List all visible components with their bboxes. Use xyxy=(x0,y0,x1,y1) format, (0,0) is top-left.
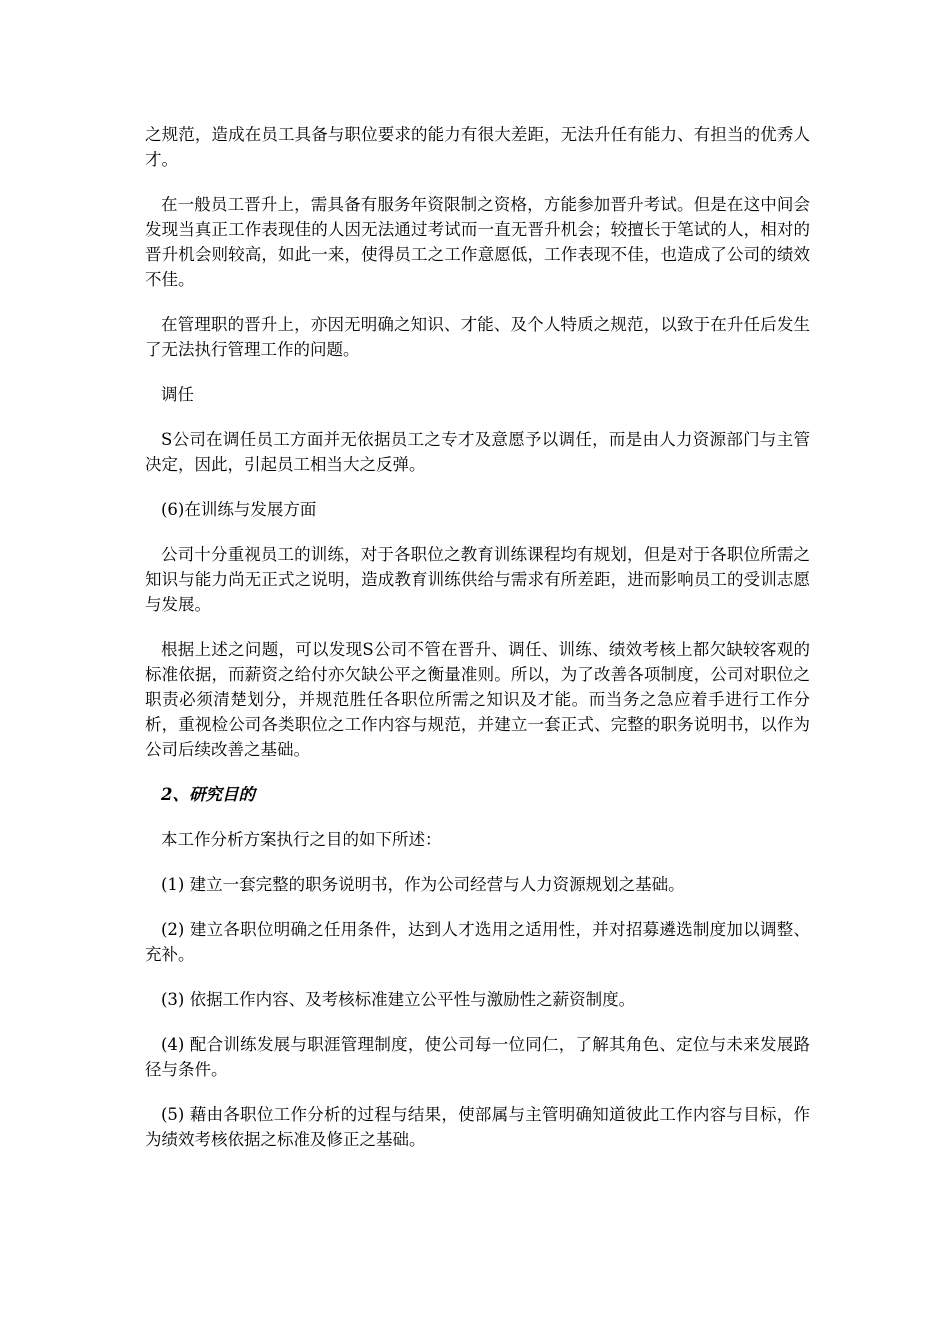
paragraph: 本工作分析方案执行之目的如下所述： xyxy=(161,830,442,849)
list-item: (2) 建立各职位明确之任用条件，达到人才选用之适用性，并对招募遴选制度加以调整、充补。 xyxy=(145,920,810,964)
document-body xyxy=(145,122,810,1172)
paragraph: S公司在调任员工方面并无依据员工之专才及意愿予以调任，而是由人力资源部门与主管决定，因此，引起员工相当大之反弹。 xyxy=(145,430,810,474)
list-item: (5) 藉由各职位工作分析的过程与结果，使部属与主管明确知道彼此工作内容与目标，作为绩效考核依据之标准及修正之基础。 xyxy=(145,1105,810,1149)
paragraph: 在管理职的晋升上，亦因无明确之知识、才能、及个人特质之规范，以致于在升任后发生了无法执行管理工作的问题。 xyxy=(145,315,810,359)
list-item: (1) 建立一套完整的职务说明书，作为公司经营与人力资源规划之基础。 xyxy=(161,875,685,894)
subheading-transfer: 调任 xyxy=(161,385,194,404)
paragraph: 公司十分重视员工的训练，对于各职位之教育训练课程均有规划，但是对于各职位所需之知识与能力尚无正式之说明，造成教育训练供给与需求有所差距，进而影响员工的受训志愿与发展。 xyxy=(145,545,810,614)
section-heading: 2、研究目的 xyxy=(161,785,255,804)
paragraph: 根据上述之问题，可以发现S公司不管在晋升、调任、训练、绩效考核上都欠缺较客观的标准依据，而薪资之给付亦欠缺公平之衡量准则。所以，为了改善各项制度，公司对职位之职责必须清楚划分，并规范胜任各职位所需之知识及才能。而当务之急应着手进行工作分析，重视检公司各类职位之工作内容与规范，并建立一套正式、完整的职务说明书，以作为公司后续改善之基础。 xyxy=(145,640,810,759)
paragraph: 在一般员工晋升上，需具备有服务年资限制之资格，方能参加晋升考试。但是在这中间会发现当真正工作表现佳的人因无法通过考试而一直无晋升机会；较擅长于笔试的人，相对的晋升机会则较高，如此一来，使得员工之工作意愿低，工作表现不佳，也造成了公司的绩效不佳。 xyxy=(145,195,810,289)
subheading-training: (6)在训练与发展方面 xyxy=(161,500,317,519)
paragraph: 之规范，造成在员工具备与职位要求的能力有很大差距，无法升任有能力、有担当的优秀人才。 xyxy=(145,125,810,169)
list-item: (3) 依据工作内容、及考核标准建立公平性与激励性之薪资制度。 xyxy=(161,990,636,1009)
list-item: (4) 配合训练发展与职涯管理制度，使公司每一位同仁，了解其角色、定位与未来发展路径与条件。 xyxy=(145,1035,810,1079)
